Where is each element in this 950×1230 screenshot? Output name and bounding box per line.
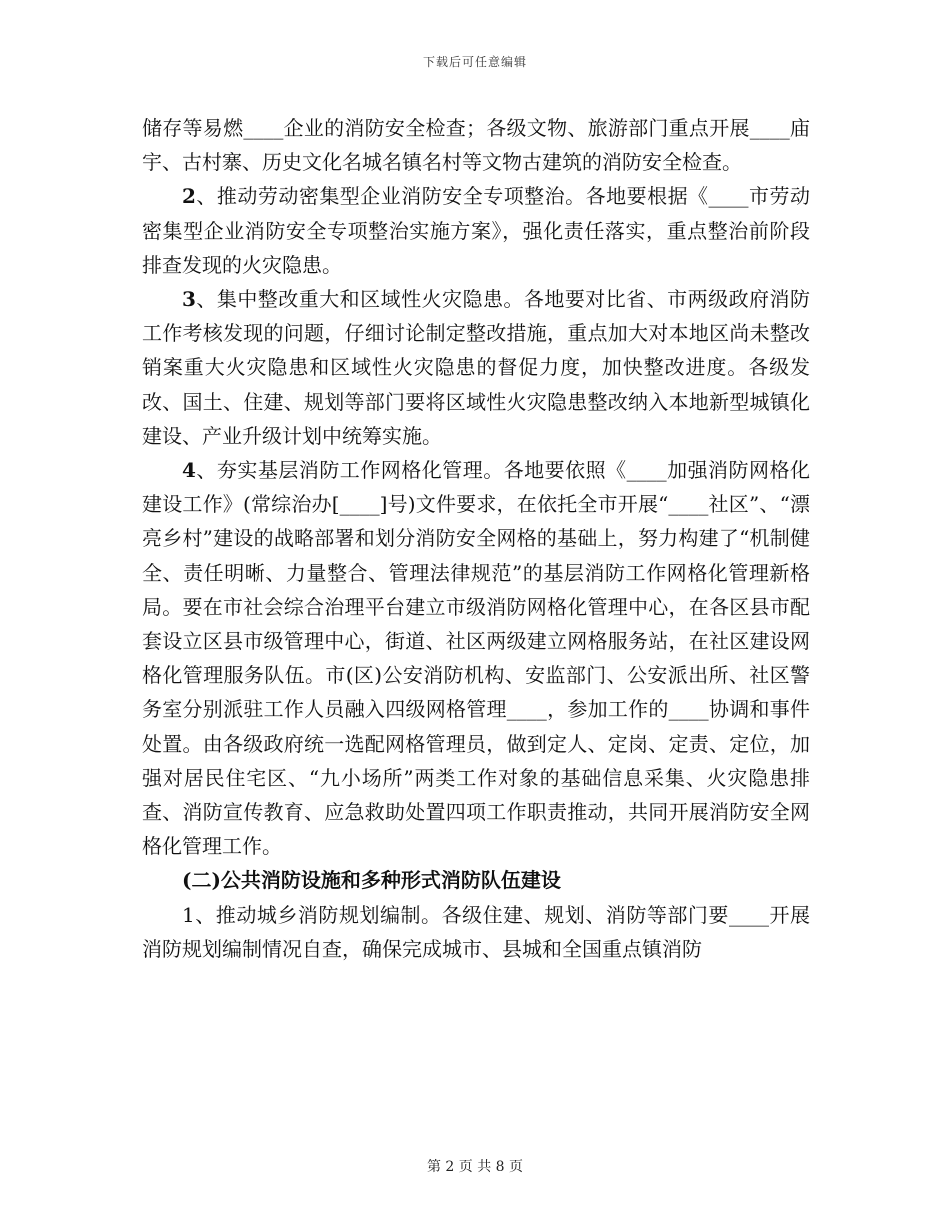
paragraph-text: 、推动城乡消防规划编制。各级住建、规划、消防等部门要____开展消防规划编制情况自查，确保完成城市、县城和全国重点镇消防 <box>142 902 810 961</box>
document-body <box>142 111 810 966</box>
item-number: 1 <box>182 902 195 927</box>
section-heading: (二)公共消防设施和多种形式消防队伍建设 <box>182 868 561 893</box>
page-footer: 第 2 页 共 8 页 <box>426 1159 524 1175</box>
page-header: 下载后可任意编辑 <box>422 55 527 69</box>
paragraph-text: 、推动劳动密集型企业消防安全专项整治。各地要根据《____市劳动密集型企业消防安全专项整治实施方案》，强化责任落实，重点整治前阶段排查发现的火灾隐患。 <box>142 184 810 277</box>
paragraph-text: 储存等易燃____企业的消防安全检查；各级文物、旅游部门重点开展____庙宇、古村寨、历史文化名城名镇名村等文物古建筑的消防安全检查。 <box>142 116 810 175</box>
paragraph-continued <box>142 111 810 179</box>
paragraph-item-4 <box>142 453 810 863</box>
paragraph-text: 、夯实基层消防工作网格化管理。各地要依照《____加强消防网格化建设工作》(常综治办[____]号)文件要求，在依托全市开展“____社区”、“漂亮乡村”建设的战略部署和划分消防安全网格的基础上，努力构建了“机制健全、责任明晰、力量整合、管理法律规范”的基层消防工作网格化管理新格局。要在市社会综合治理平台建立市级消防网格化管理中心，在各区县市配套设立区县市级管理中心，街道、社区两级建立网格服务站，在社区建设网格化管理服务队伍。市(区)公安消防机构、安监部门、公安派出所、社区警务室分别派驻工作人员融入四级网格管理____，参加工作的____协调和事件处置。由各级政府统一选配网格管理员，做到定人、定岗、定责、定位，加强对居民住宅区、“九小场所”两类工作对象的基础信息采集、火灾隐患排查、消防宣传教育、应急救助处置四项工作职责推动，共同开展消防安全网格化管理工作。 <box>142 458 810 859</box>
paragraph-item-3 <box>142 282 810 453</box>
paragraph-text: 、集中整改重大和区域性火灾隐患。各地要对比省、市两级政府消防工作考核发现的问题，仔细讨论制定整改措施，重点加大对本地区尚未整改销案重大火灾隐患和区域性火灾隐患的督促力度，加快整改进度。各级发改、国土、住建、规划等部门要将区域性火灾隐患整改纳入本地新型城镇化建设、产业升级计划中统筹实施。 <box>142 287 810 448</box>
item-number: 3 <box>182 287 196 312</box>
paragraph-item-1 <box>142 898 810 966</box>
item-number: 4 <box>182 458 196 483</box>
paragraph-item-2 <box>142 179 810 282</box>
item-number: 2 <box>182 184 196 209</box>
